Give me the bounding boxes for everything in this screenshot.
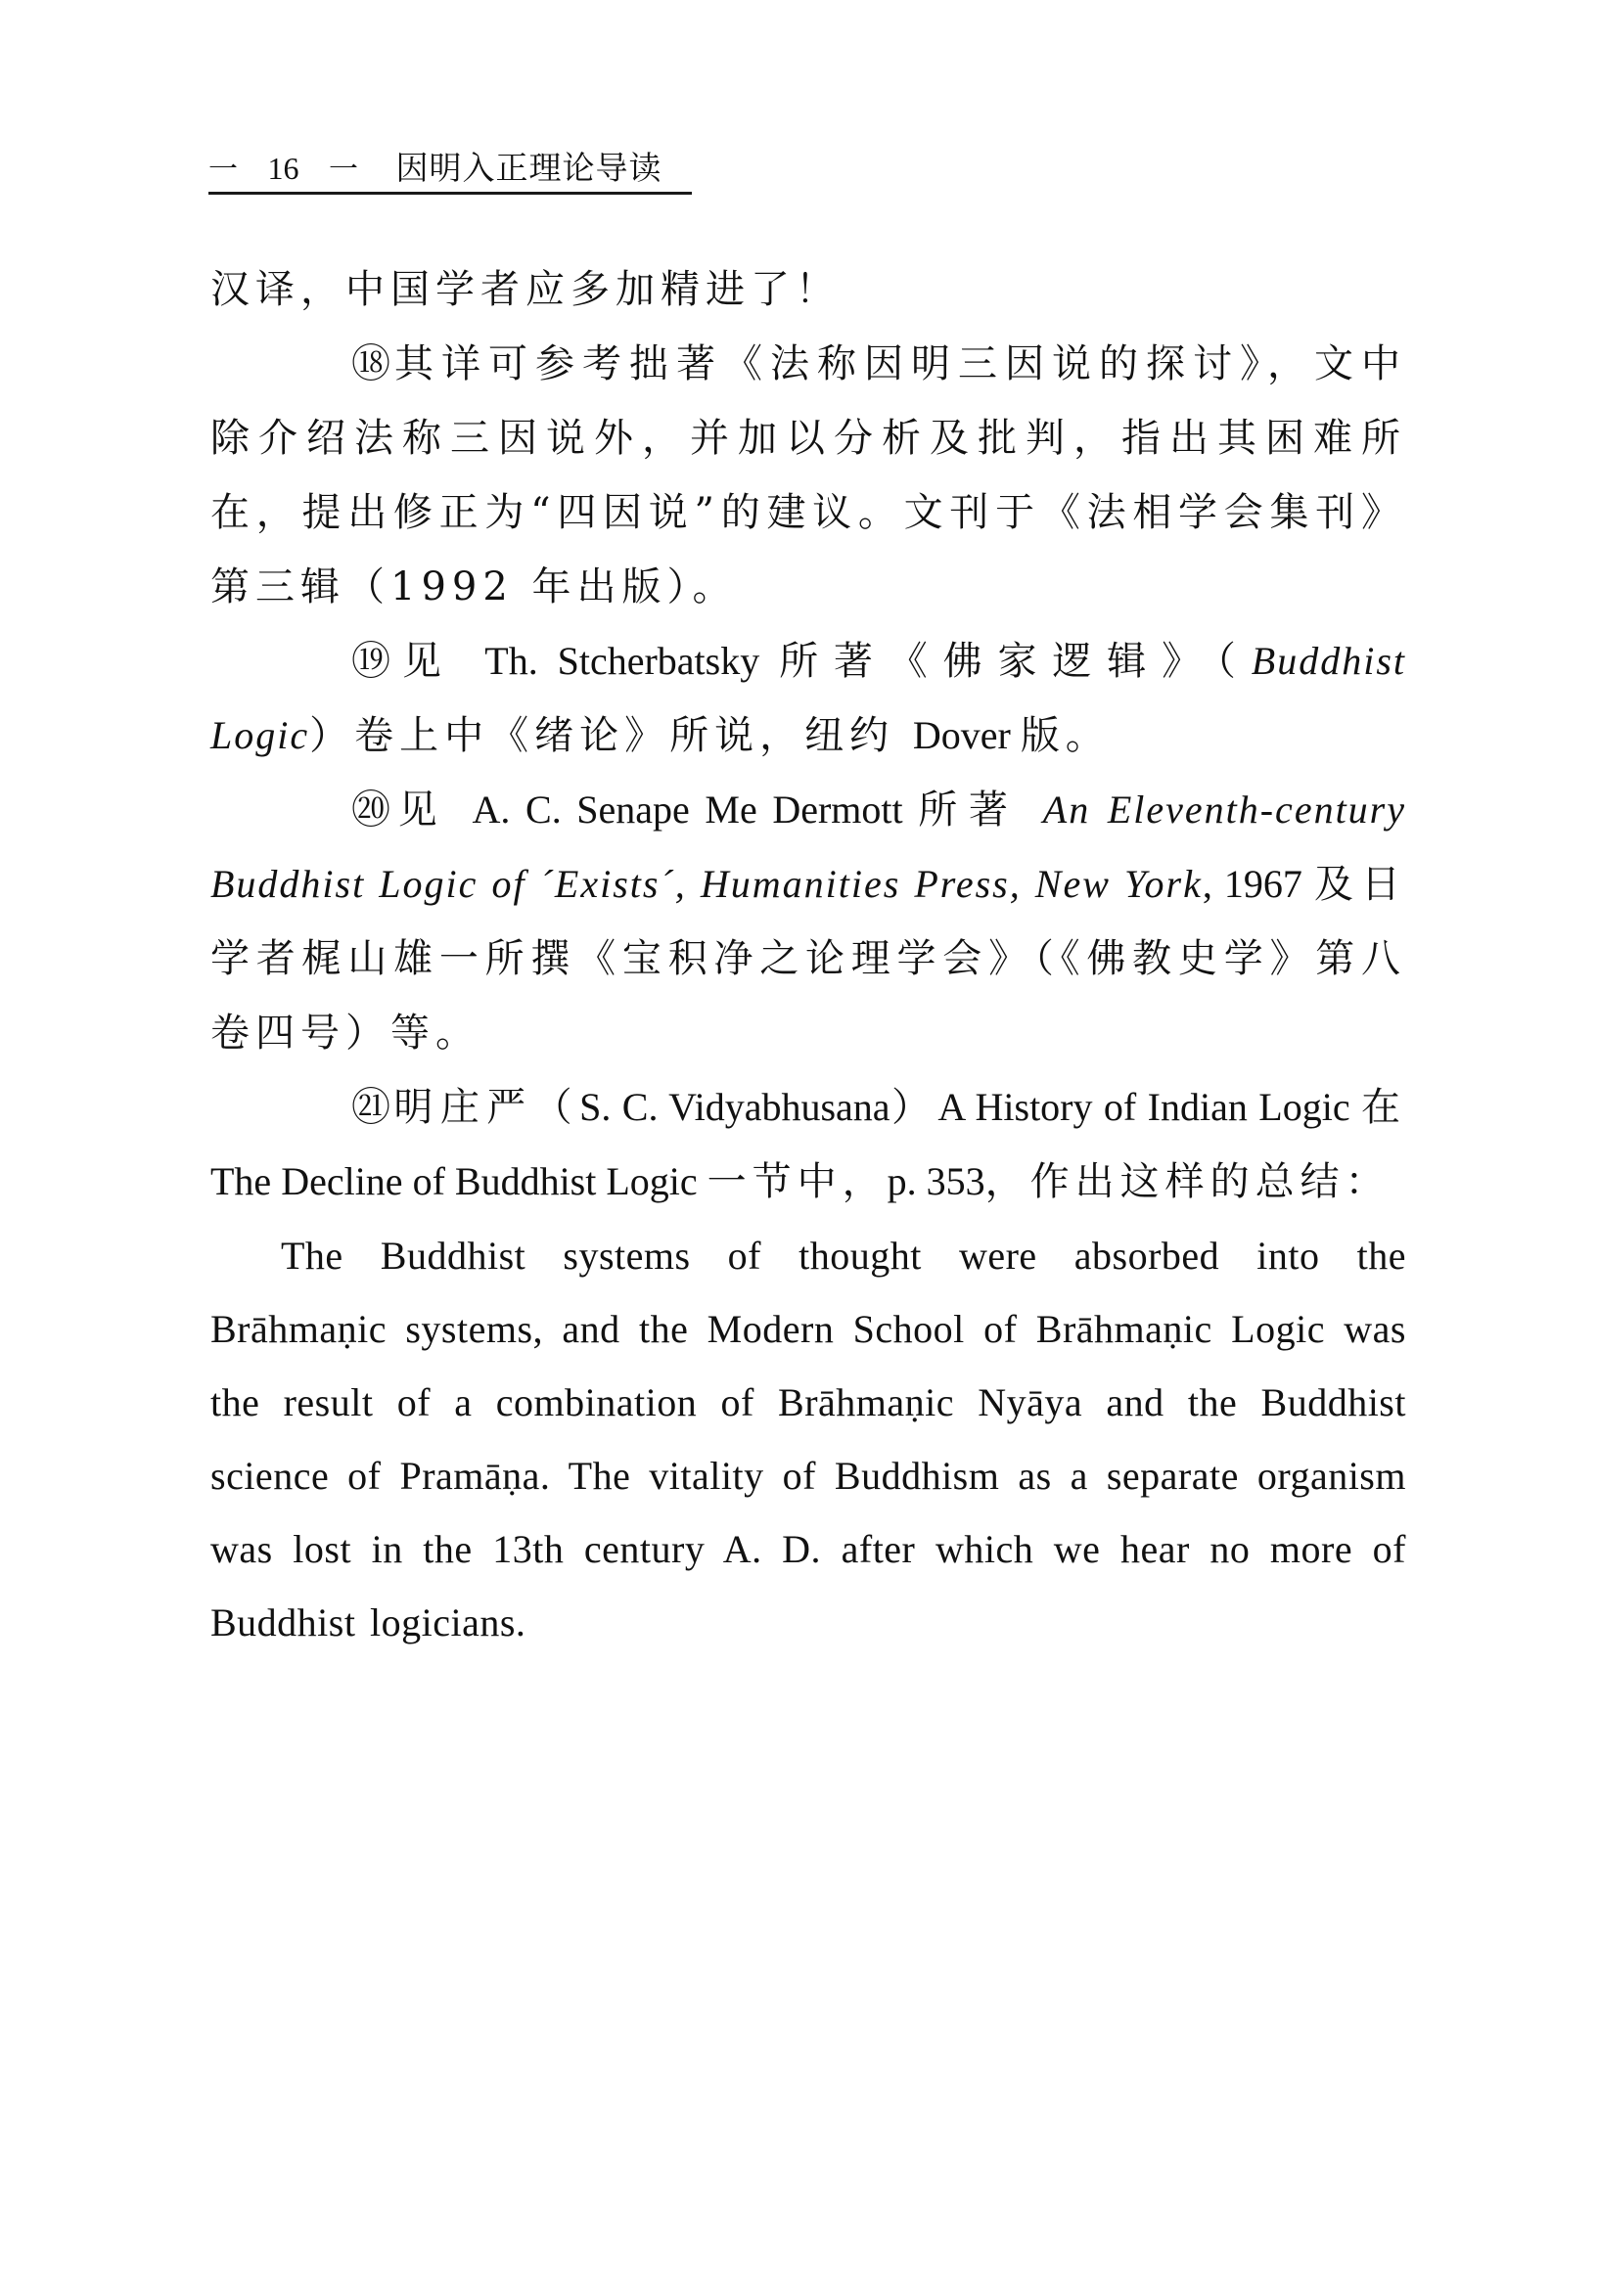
footnote-number: ⑲ <box>351 639 390 684</box>
footnote-text-part: 所著 <box>918 788 1043 833</box>
footnote-text-part: 及日学者梶山雄一所撰《宝积净之论理学会》（《佛教史学》第八卷四号）等。 <box>210 862 1407 1056</box>
footnote-text: 其详可参考拙著《法称因明三因说的探讨》，文中除介绍法称三因说外，并加以分析及批判，指出其困难所在，提出修正为“四因说”的建议。文刊于《法相学会集刊》第三辑（1992 年出版）。 <box>210 341 1406 609</box>
quotation-text: The Buddhist systems of thought were absorbed into the Brāhmaṇic systems, and the Modern School of Brāhmaṇic Logic was the result of a combination of Brāhmaṇic Nyāya and the Buddhist science of Pramāṇa. The vitality of Buddhism as a separate organism was lost in the 13th century A. D. after which we hear no more of Buddhist logicians. <box>210 1234 1406 1644</box>
footnote-text-part: ） <box>890 1085 938 1130</box>
footnote-text-part: ，作出这样的总结： <box>984 1159 1391 1204</box>
book-title-italic: An Eleventh-century Buddhist Logic of ´Exists´, Humanities Press, New York <box>210 788 1407 906</box>
paragraph-text: 汉译，中国学者应多加精进了！ <box>210 267 841 312</box>
footnote-text-part: 见 <box>392 639 485 684</box>
author-name: S. C. Vidyabhusana <box>579 1085 890 1129</box>
footnote-text-part: 见 <box>392 788 473 833</box>
footnote-text-part: 一节中， <box>707 1159 888 1204</box>
publisher-name: Dover <box>912 713 1021 757</box>
footnote-21 <box>210 1070 1406 1219</box>
header-dash-right: 一 <box>329 153 358 187</box>
book-title-italic: Buddhist Logic <box>210 639 1407 757</box>
footnote-number: ⑱ <box>351 341 390 386</box>
publication-year: , 1967 <box>1202 862 1314 906</box>
footnote-number: ⑳ <box>351 788 390 833</box>
footnote-text-part: 版。 <box>1020 713 1111 758</box>
header-dash-left: 一 <box>208 153 238 187</box>
paragraph-continuation <box>210 252 1406 327</box>
page-body <box>210 252 1406 1659</box>
footnote-18 <box>210 327 1406 624</box>
page-number: 16 <box>267 151 299 186</box>
footnote-text-part: 在 <box>1361 1085 1406 1130</box>
section-title: The Decline of Buddhist Logic <box>210 1159 707 1203</box>
footnote-20 <box>210 773 1406 1070</box>
page-reference: p. 353 <box>887 1159 985 1203</box>
running-header <box>208 147 692 195</box>
author-name: Th. Stcherbatsky <box>484 639 780 683</box>
book-title: A History of Indian Logic <box>937 1085 1361 1129</box>
footnote-19 <box>210 624 1406 773</box>
block-quotation <box>210 1219 1406 1659</box>
book-title: 因明入正理论导读 <box>395 149 662 187</box>
footnote-text-part: ）卷上中《绪论》所说，纽约 <box>309 713 913 758</box>
footnote-text-part: 所著《佛家逻辑》（ <box>779 639 1252 684</box>
author-name: A. C. Senape Me Dermott <box>472 788 919 832</box>
footnote-text-part: 明庄严（ <box>392 1085 580 1130</box>
footnote-number: ㉑ <box>351 1085 390 1130</box>
